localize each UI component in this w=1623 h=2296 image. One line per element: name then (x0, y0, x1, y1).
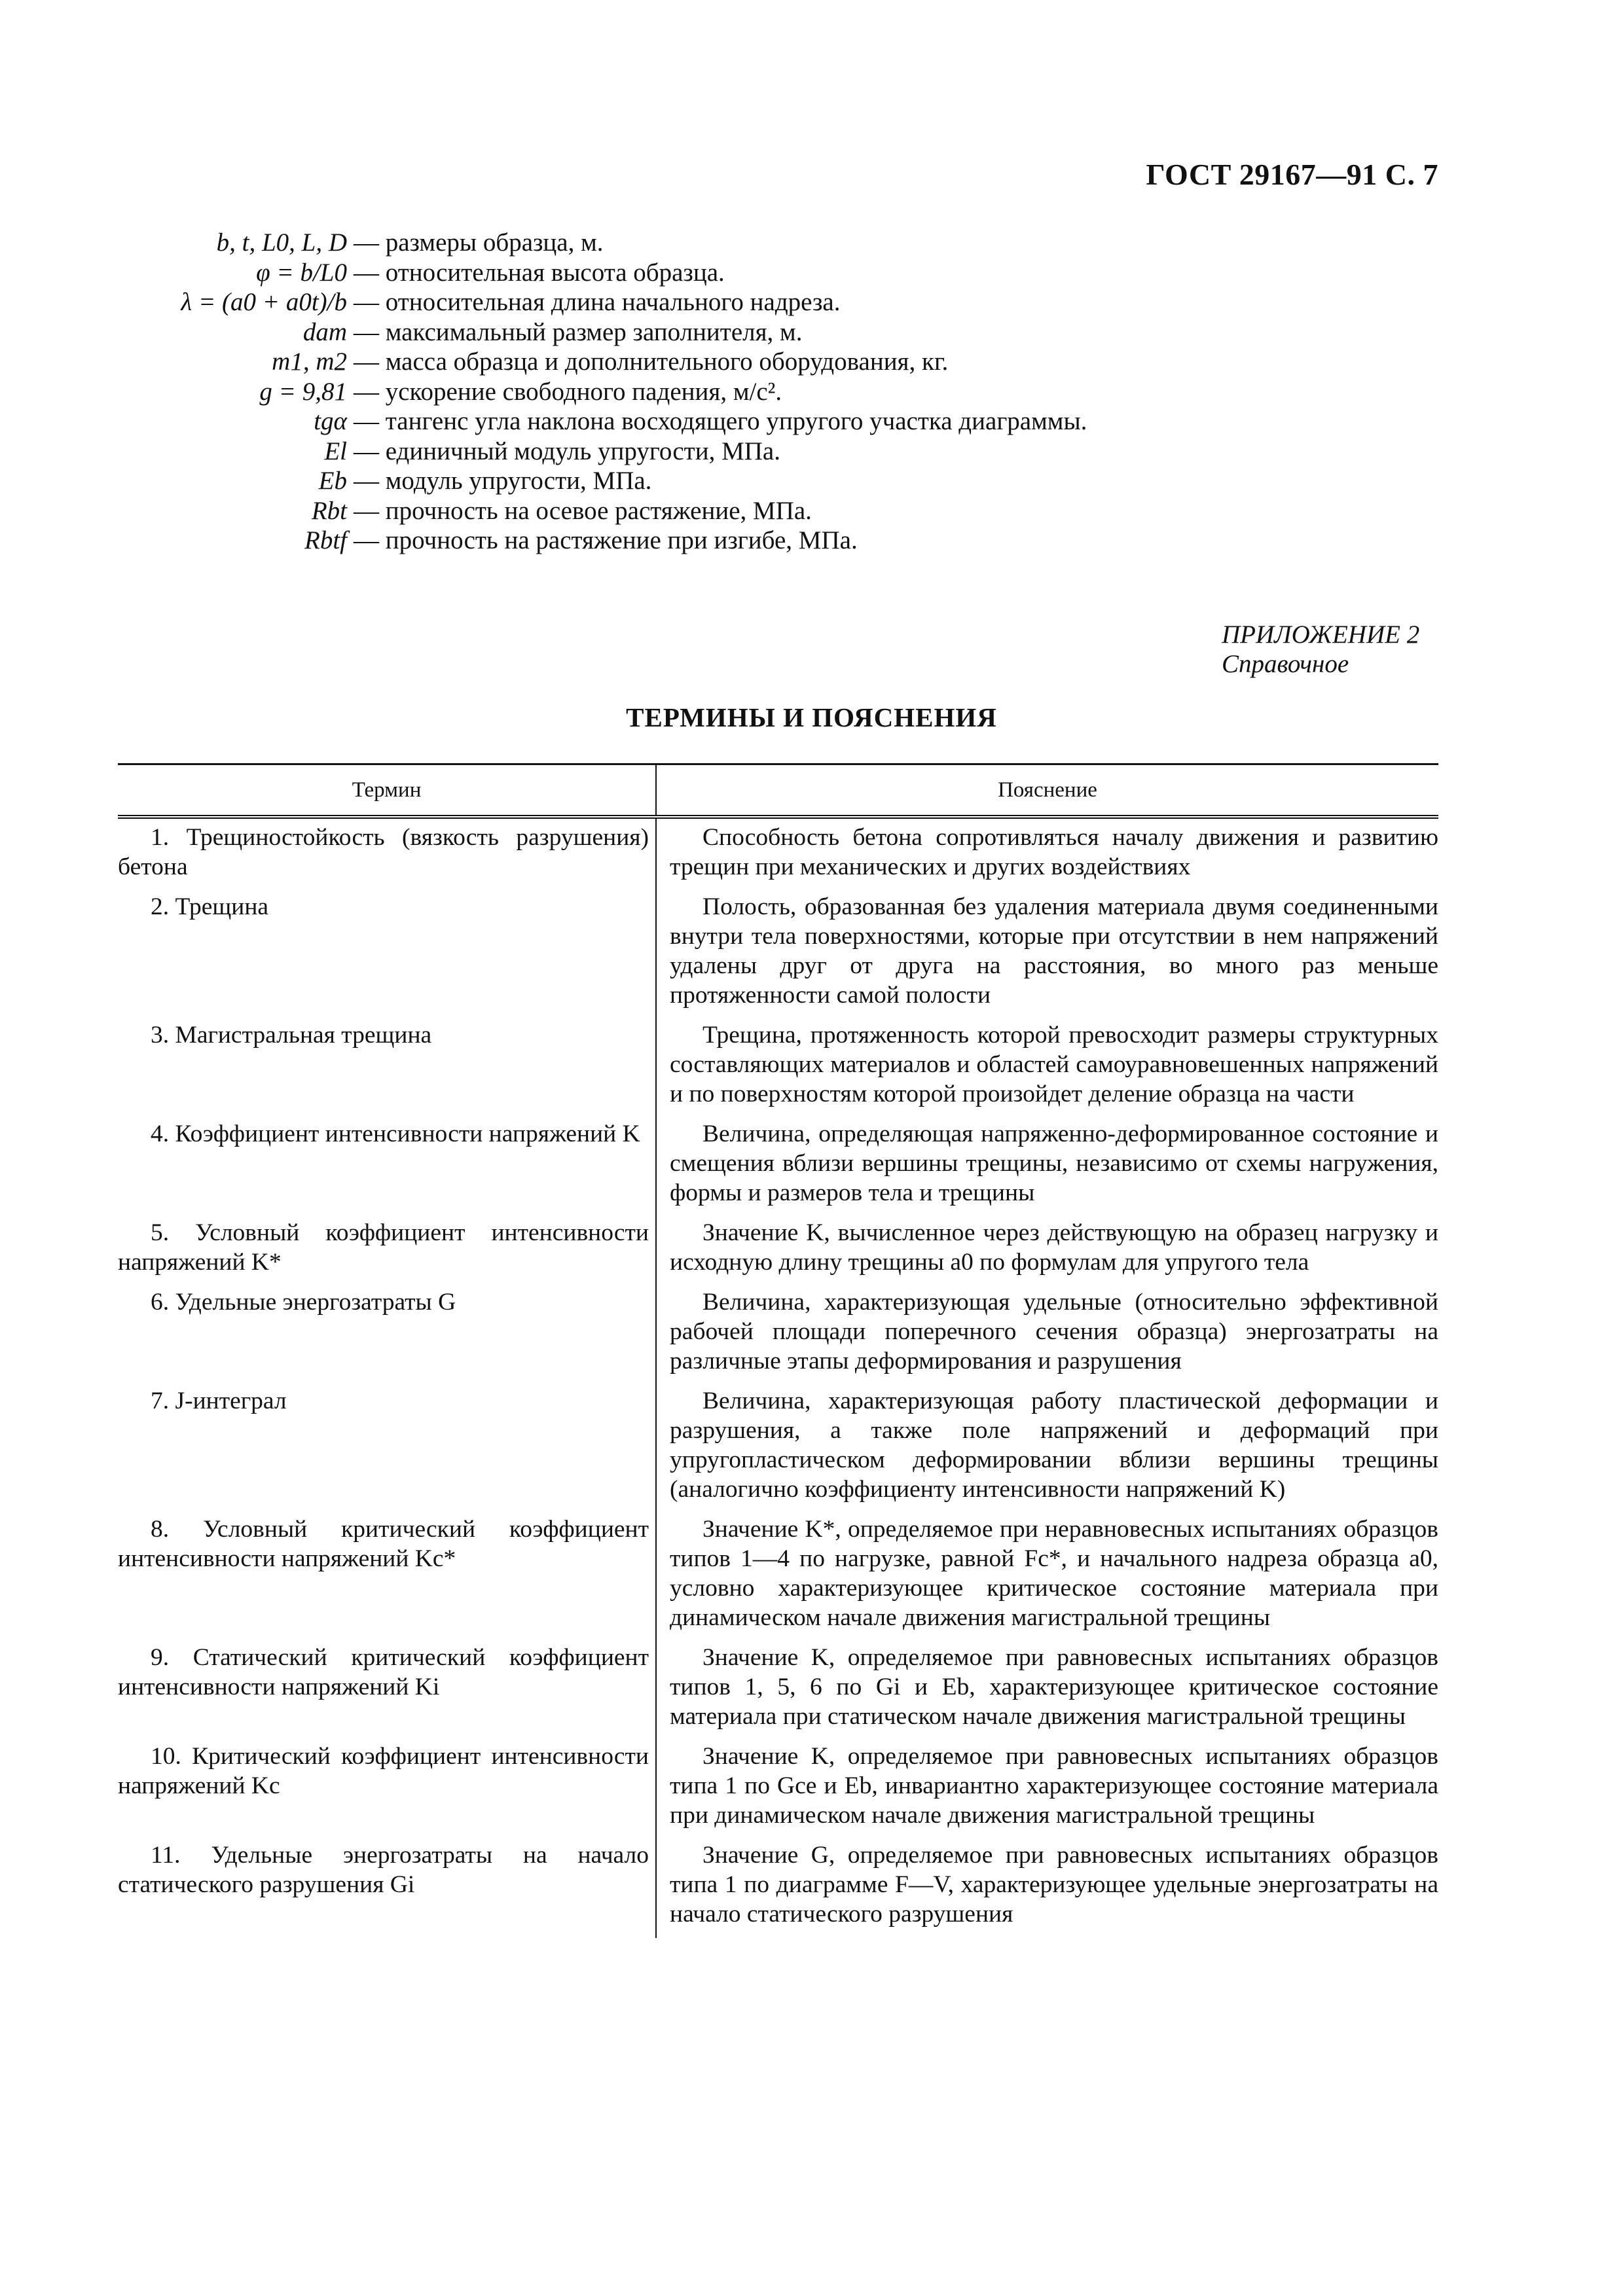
symbol: Rbtf (304, 526, 347, 554)
symbol-list (105, 228, 1087, 556)
symbol-description: — размеры образца, м. (354, 228, 604, 257)
symbol-description: — максимальный размер заполнителя, м. (354, 317, 803, 346)
symbol-row (105, 437, 1087, 467)
symbol-row (105, 258, 1087, 288)
explanation-cell (656, 1115, 1438, 1214)
table-row (118, 1738, 1438, 1837)
appendix-label (1222, 620, 1419, 679)
explanation-cell (656, 1283, 1438, 1382)
explanation-cell (656, 817, 1438, 888)
term-text: 8. Условный критический коэффициент интенсивности напряжений Kc* (118, 1516, 649, 1572)
section-title: ТЕРМИНЫ И ПОЯСНЕНИЯ (626, 702, 997, 732)
column-header-term: Термин (118, 764, 656, 817)
symbol: λ = (a0 + a0t)/b (181, 288, 347, 316)
table-row (118, 1382, 1438, 1511)
term-cell (118, 817, 656, 888)
appendix-number: ПРИЛОЖЕНИЕ 2 (1222, 620, 1420, 649)
symbol-description: — ускорение свободного падения, м/с². (354, 377, 782, 406)
symbol-row (105, 287, 1087, 317)
symbol-description: — единичный модуль упругости, МПа. (354, 437, 780, 465)
explanation-cell (656, 1738, 1438, 1837)
explanation-text: Величина, характеризующая работу пластической деформации и разрушения, а также поле напряжений и деформаций при упругопластическом деформировании вблизи вершины трещины (аналогично коэффициенту интенсивности напряжений K) (670, 1388, 1438, 1503)
explanation-text: Способность бетона сопротивляться началу движения и развитию трещин при механических и других воздействиях (670, 824, 1438, 880)
symbol-description: — относительная высота образца. (354, 258, 725, 287)
explanation-text: Значение K*, определяемое при неравновесных испытаниях образцов типов 1—4 по нагрузке, равной Fc*, и начального надреза образца a0, условно характеризующее критическое состояние материала при динамическом начале движения магистральной трещины (670, 1516, 1438, 1631)
symbol-description: — модуль упругости, МПа. (354, 467, 652, 495)
explanation-text: Значение K, вычисленное через действующую на образец нагрузку и исходную длину трещины a0 по формулам для упругого тела (670, 1219, 1438, 1276)
term-text: 4. Коэффициент интенсивности напряжений K (151, 1121, 640, 1147)
explanation-cell (656, 888, 1438, 1016)
term-cell (118, 1639, 656, 1738)
symbol-description: — прочность на растяжение при изгибе, МПа. (354, 526, 858, 554)
page-header: ГОСТ 29167—91 С. 7 (1146, 158, 1438, 191)
table-row (118, 1115, 1438, 1214)
term-text: 5. Условный коэффициент интенсивности напряжений K* (118, 1219, 649, 1276)
term-text: 3. Магистральная трещина (151, 1022, 432, 1049)
table-row (118, 888, 1438, 1016)
explanation-text: Величина, определяющая напряженно-деформированное состояние и смещения вблизи вершины трещины, независимо от схемы нагружения, формы и размеров тела и трещины (670, 1121, 1438, 1206)
table-row (118, 1837, 1438, 1938)
symbol: dam (302, 317, 347, 346)
symbol: g = 9,81 (259, 377, 347, 406)
explanation-cell (656, 1639, 1438, 1738)
term-cell (118, 1115, 656, 1214)
appendix-type: Справочное (1222, 650, 1349, 678)
symbol: Eb (318, 467, 347, 495)
symbol-row (105, 496, 1087, 526)
table-row (118, 817, 1438, 888)
explanation-text: Полость, образованная без удаления материала двумя соединенными внутри тела поверхностями, которые при отсутствии в нем напряжений удалены друг от друга на расстояния, во много раз меньше протяженности самой полости (670, 893, 1438, 1009)
explanation-cell (656, 1214, 1438, 1283)
explanation-cell (656, 1382, 1438, 1511)
table-row (118, 1511, 1438, 1639)
symbol-row (105, 317, 1087, 348)
symbol-row (105, 347, 1087, 377)
term-text: 11. Удельные энергозатраты на начало статического разрушения Gi (118, 1842, 649, 1898)
symbol: Rbt (311, 496, 347, 525)
term-cell (118, 1283, 656, 1382)
symbol-row (105, 377, 1087, 407)
table-header-row (118, 764, 1438, 817)
term-text: 10. Критический коэффициент интенсивности напряжений Kc (118, 1743, 649, 1799)
column-header-explanation: Пояснение (656, 764, 1438, 817)
term-cell (118, 1382, 656, 1511)
symbol: El (324, 437, 347, 465)
term-cell (118, 1837, 656, 1938)
term-cell (118, 1214, 656, 1283)
symbol-description: — масса образца и дополнительного оборудования, кг. (354, 348, 949, 376)
symbol-description: — прочность на осевое растяжение, МПа. (354, 496, 812, 525)
symbol: b, t, L0, L, D (216, 228, 347, 257)
term-text: 2. Трещина (151, 893, 269, 920)
symbol-row (105, 526, 1087, 556)
symbol-description: — относительная длина начального надреза. (354, 288, 841, 316)
explanation-text: Трещина, протяженность которой превосходит размеры структурных составляющих материалов и областей самоуравновешенных напряжений и по поверхностям которой произойдет деление образца на части (670, 1022, 1438, 1107)
term-text: 1. Трещиностойкость (вязкость разрушения) бетона (118, 824, 649, 880)
explanation-text: Величина, характеризующая удельные (относительно эффективной рабочей площади поперечного сечения образца) энергозатраты на различные этапы деформирования и разрушения (670, 1289, 1438, 1374)
term-cell (118, 1738, 656, 1837)
symbol: φ = b/L0 (256, 258, 347, 287)
term-text: 7. J-интеграл (151, 1388, 287, 1414)
table-row (118, 1016, 1438, 1115)
symbol: tgα (314, 407, 347, 435)
term-cell (118, 1016, 656, 1115)
term-cell (118, 1511, 656, 1639)
table-row (118, 1639, 1438, 1738)
table-row (118, 1283, 1438, 1382)
explanation-text: Значение G, определяемое при равновесных испытаниях образцов типа 1 по диаграмме F—V, характеризующее удельные энергозатраты на начало статического разрушения (670, 1842, 1438, 1928)
symbol-row (105, 466, 1087, 496)
symbol: m1, m2 (272, 348, 347, 376)
explanation-text: Значение K, определяемое при равновесных испытаниях образцов типа 1 по Gce и Eb, инвариантно характеризующее состояние материала при динамическом начале движения магистральной трещины (670, 1743, 1438, 1829)
term-text: 9. Статический критический коэффициент интенсивности напряжений Ki (118, 1644, 649, 1700)
symbol-row (105, 228, 1087, 258)
explanation-text: Значение K, определяемое при равновесных испытаниях образцов типов 1, 5, 6 по Gi и Eb, характеризующее критическое состояние материала при статическом начале движения магистральной трещины (670, 1644, 1438, 1730)
explanation-cell (656, 1837, 1438, 1938)
term-text: 6. Удельные энергозатраты G (151, 1289, 456, 1316)
table-row (118, 1214, 1438, 1283)
explanation-cell (656, 1511, 1438, 1639)
explanation-cell (656, 1016, 1438, 1115)
symbol-description: — тангенс угла наклона восходящего упругого участка диаграммы. (354, 407, 1087, 435)
symbol-row (105, 406, 1087, 437)
term-cell (118, 888, 656, 1016)
terms-table (118, 763, 1438, 1938)
